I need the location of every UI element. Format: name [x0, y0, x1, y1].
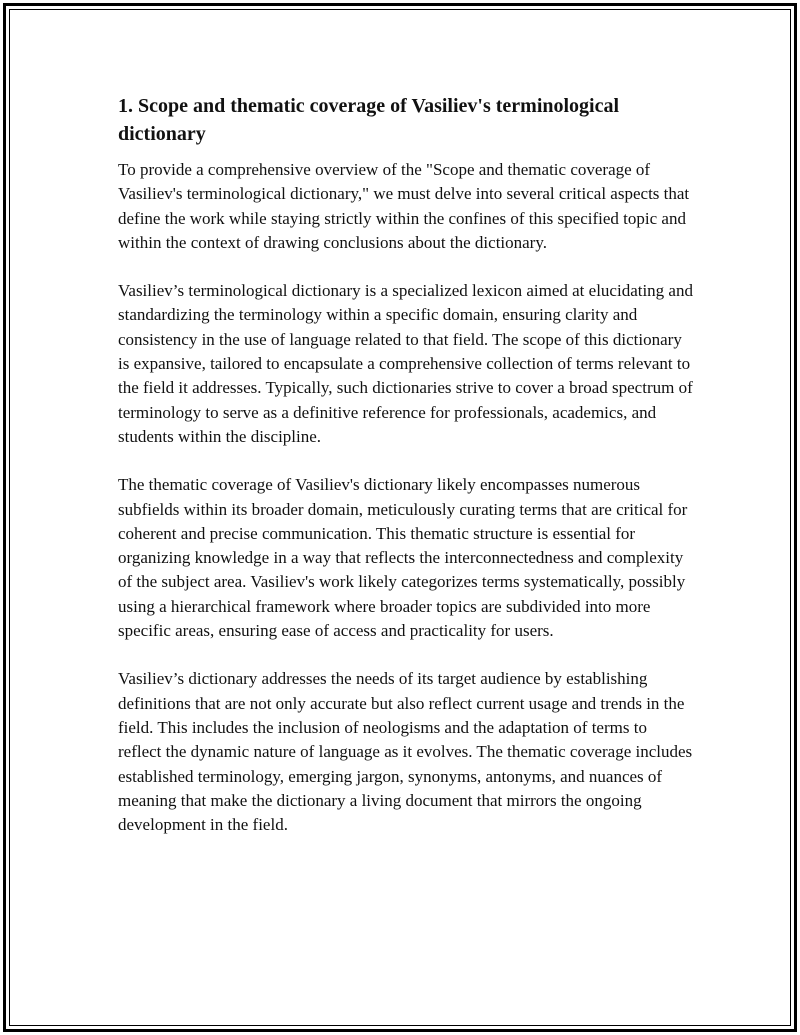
document-body [118, 92, 693, 861]
paragraph-2: Vasiliev’s terminological dictionary is a specialized lexicon aimed at elucidating and standardizing the terminology within a specific domain, ensuring clarity and consistency in the use of language related to that field. The scope of this dictionary is expansive, tailored to encapsulate a comprehensive collection of terms relevant to the field it addresses. Typically, such dictionaries strive to cover a broad spectrum of terminology to serve as a definitive reference for professionals, academics, and students within the discipline. [118, 281, 693, 446]
paragraph-4: Vasiliev’s dictionary addresses the needs of its target audience by establishing definitions that are not only accurate but also reflect current usage and trends in the field. This includes the inclusion of neologisms and the adaptation of terms to reflect the dynamic nature of language as it evolves. The thematic coverage includes established terminology, emerging jargon, synonyms, antonyms, and nuances of meaning that make the dictionary a living document that mirrors the ongoing development in the field. [118, 669, 693, 835]
paragraph-3: The thematic coverage of Vasiliev's dictionary likely encompasses numerous subfields within its broader domain, meticulously curating terms that are critical for coherent and precise communication. This thematic structure is essential for organizing knowledge in a way that reflects the interconnectedness and complexity of the subject area. Vasiliev's work likely categorizes terms systematically, possibly using a hierarchical framework where broader topics are subdivided into more specific areas, ensuring ease of access and practicality for users. [118, 475, 688, 641]
paragraph-1: To provide a comprehensive overview of the "Scope and thematic coverage of Vasiliev's terminological dictionary," we must delve into several critical aspects that define the work while staying strictly within the confines of this specified topic and within the context of drawing conclusions about the dictionary. [118, 160, 690, 252]
section-heading: 1. Scope and thematic coverage of Vasiliev's terminological dictionary [118, 95, 620, 145]
